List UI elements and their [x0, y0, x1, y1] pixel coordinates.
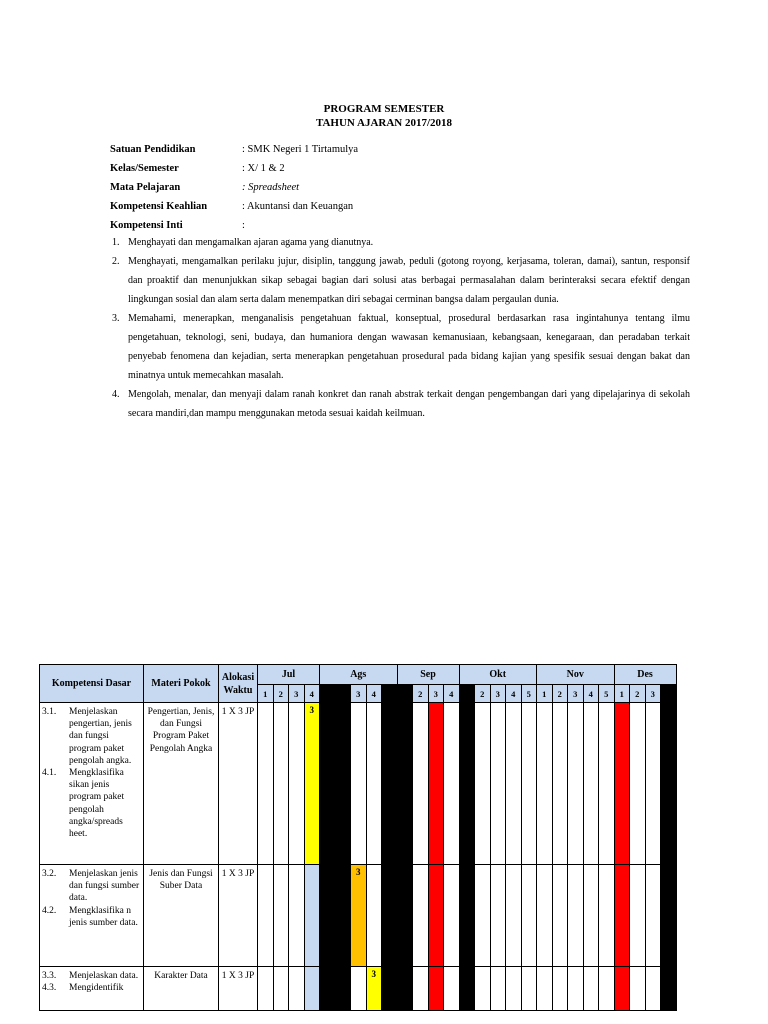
info-value: : SMK Negeri 1 Tirtamulya	[242, 144, 359, 155]
week-cell	[568, 865, 584, 967]
week-cell	[645, 703, 661, 865]
month-header: Nov	[537, 665, 615, 685]
week-header: 1	[459, 685, 475, 703]
kompetensi-inti-item	[110, 233, 690, 252]
item-text: Mengolah, menalar, dan menyaji dalam ranah konkret dan ranah abstrak terkait dengan pengembangan dari yang dipelajarinya di sekolah secara mandiri,dan mampu menggunakan metoda sesuai kaidah keilmuan.	[128, 389, 690, 419]
week-header: 4	[366, 685, 382, 703]
kd-item	[42, 982, 141, 994]
header-materi-pokok: Materi Pokok	[144, 665, 219, 703]
week-header: 2	[475, 685, 491, 703]
table-row	[40, 967, 677, 1011]
info-value: : Akuntansi dan Keuangan	[242, 201, 354, 212]
week-cell	[459, 703, 475, 865]
info-label: Mata Pelajaran	[110, 182, 181, 193]
week-cell	[258, 967, 274, 1011]
week-cell	[490, 865, 506, 967]
week-cell	[645, 967, 661, 1011]
week-cell	[630, 865, 646, 967]
alokasi-waktu-cell: 1 X 3 JP	[219, 703, 258, 865]
week-cell	[630, 703, 646, 865]
week-cell	[459, 967, 475, 1011]
week-header: 3	[568, 685, 584, 703]
week-cell	[258, 865, 274, 967]
week-cell	[599, 865, 615, 967]
week-header: 4	[444, 685, 460, 703]
info-label: Satuan Pendidikan	[110, 144, 196, 155]
week-cell	[614, 967, 630, 1011]
week-header: 2	[335, 685, 351, 703]
month-header: Jul	[258, 665, 320, 685]
item-number: 1.	[112, 237, 120, 248]
kd-item	[42, 767, 141, 840]
scheduled-week-cell: 3	[304, 703, 320, 865]
week-cell	[304, 865, 320, 967]
item-text: Menghayati dan mengamalkan ajaran agama yang dianutnya.	[128, 237, 374, 248]
week-cell	[273, 703, 289, 865]
week-cell	[475, 865, 491, 967]
week-cell	[599, 967, 615, 1011]
week-header: 2	[630, 685, 646, 703]
week-cell	[614, 865, 630, 967]
week-cell	[382, 703, 398, 865]
week-header: 5	[599, 685, 615, 703]
month-header: Sep	[397, 665, 459, 685]
kd-text: Menjelaskan jenis dan fungsi sumber data.	[69, 869, 140, 904]
kd-item	[42, 905, 141, 929]
week-header: 2	[273, 685, 289, 703]
week-cell	[382, 967, 398, 1011]
week-cell	[490, 967, 506, 1011]
kd-text: Mengklasifika sikan jenis program paket pengolah angka/spreads heet.	[69, 768, 125, 840]
week-cell	[366, 703, 382, 865]
week-cell	[413, 703, 429, 865]
kd-number: 4.3.	[42, 983, 57, 994]
kd-text: Mengklasifika n jenis sumber data.	[69, 905, 138, 928]
week-cell	[413, 967, 429, 1011]
week-cell	[428, 703, 444, 865]
week-header: 5	[521, 685, 537, 703]
week-cell	[537, 967, 553, 1011]
week-header: 2	[413, 685, 429, 703]
week-header: 1	[614, 685, 630, 703]
week-cell	[366, 865, 382, 967]
week-cell	[428, 865, 444, 967]
week-header: 3	[428, 685, 444, 703]
week-cell	[521, 865, 537, 967]
table-row	[40, 865, 677, 967]
kompetensi-inti-item	[110, 385, 690, 423]
week-cell	[552, 703, 568, 865]
week-cell	[289, 967, 305, 1011]
week-cell	[630, 967, 646, 1011]
week-header: 1	[537, 685, 553, 703]
week-cell	[413, 865, 429, 967]
kompetensi-dasar-cell	[40, 703, 144, 865]
week-cell	[475, 967, 491, 1011]
week-header: 1	[320, 685, 336, 703]
week-cell	[444, 703, 460, 865]
week-cell	[289, 865, 305, 967]
kd-item	[42, 970, 141, 982]
alokasi-waktu-cell: 1 X 3 JP	[219, 865, 258, 967]
week-cell	[506, 967, 522, 1011]
week-cell	[552, 967, 568, 1011]
kompetensi-dasar-cell	[40, 967, 144, 1011]
materi-pokok-cell: Jenis dan Fungsi Suber Data	[144, 865, 219, 967]
kompetensi-inti-item	[110, 252, 690, 309]
materi-pokok-cell: Karakter Data	[144, 967, 219, 1011]
page-subtitle: TAHUN AJARAN 2017/2018	[315, 117, 453, 129]
week-cell	[599, 703, 615, 865]
week-cell	[351, 967, 367, 1011]
program-semester-table	[39, 664, 677, 1011]
info-label: Kompetensi Keahlian	[110, 201, 208, 212]
week-cell	[661, 865, 677, 967]
week-cell	[521, 967, 537, 1011]
week-cell	[397, 703, 413, 865]
week-header: 4	[661, 685, 677, 703]
item-number: 2.	[112, 256, 120, 267]
item-number: 3.	[112, 313, 120, 324]
week-cell	[258, 703, 274, 865]
week-cell	[583, 703, 599, 865]
week-cell	[273, 967, 289, 1011]
kd-item	[42, 706, 141, 767]
month-header: Des	[614, 665, 676, 685]
week-cell	[506, 703, 522, 865]
materi-pokok-cell: Pengertian, Jenis, dan Fungsi Program Paket Pengolah Angka	[144, 703, 219, 865]
week-header: 4	[506, 685, 522, 703]
week-cell	[320, 865, 336, 967]
week-cell	[661, 967, 677, 1011]
week-cell	[382, 865, 398, 967]
week-header: 2	[552, 685, 568, 703]
week-cell	[289, 703, 305, 865]
week-header: 3	[351, 685, 367, 703]
page-title: PROGRAM SEMESTER	[323, 103, 445, 115]
kompetensi-inti-list	[110, 233, 690, 423]
week-cell	[444, 865, 460, 967]
week-header: 3	[490, 685, 506, 703]
week-header: 3	[289, 685, 305, 703]
info-label: Kelas/Semester	[110, 163, 179, 174]
week-header: 5	[382, 685, 398, 703]
week-cell	[444, 967, 460, 1011]
week-cell	[335, 967, 351, 1011]
table-row	[40, 703, 677, 865]
week-cell	[320, 967, 336, 1011]
week-cell	[397, 865, 413, 967]
week-cell	[428, 967, 444, 1011]
week-cell	[273, 865, 289, 967]
week-cell	[335, 865, 351, 967]
week-header: 4	[583, 685, 599, 703]
week-cell	[568, 967, 584, 1011]
info-value: :	[242, 220, 245, 231]
kd-item	[42, 868, 141, 905]
kd-number: 3.1.	[42, 707, 57, 717]
week-cell	[335, 703, 351, 865]
week-cell	[583, 865, 599, 967]
item-number: 4.	[112, 389, 120, 400]
kompetensi-dasar-cell	[40, 865, 144, 967]
week-header: 1	[258, 685, 274, 703]
info-value: : X/ 1 & 2	[242, 163, 285, 174]
week-cell	[614, 703, 630, 865]
week-cell	[552, 865, 568, 967]
kd-number: 3.3.	[42, 971, 57, 981]
week-cell	[459, 865, 475, 967]
week-cell	[645, 865, 661, 967]
header-alokasi-waktu: Alokasi Waktu	[219, 665, 258, 703]
week-cell	[521, 703, 537, 865]
scheduled-week-cell: 3	[366, 967, 382, 1011]
week-cell	[304, 967, 320, 1011]
kd-number: 3.2.	[42, 869, 57, 879]
week-cell	[537, 865, 553, 967]
week-cell	[661, 703, 677, 865]
item-text: Memahami, menerapkan, menganalisis pengetahuan faktual, konseptual, prosedural berdasarkan rasa ingintahunya tentang ilmu pengetahuan, teknologi, seni, budaya, dan humaniora dengan wawasan kemanusiaan, kebangsaan, kenegaraan, dan peradaban terkait penyebab fenomena dan kejadian, serta menerapkan pengetahuan prosedural pada bidang kajian yang spesifik sesuai dengan bakat dan minatnya untuk memecahkan masalah.	[128, 313, 690, 381]
week-cell	[568, 703, 584, 865]
alokasi-waktu-cell: 1 X 3 JP	[219, 967, 258, 1011]
month-header: Okt	[459, 665, 537, 685]
week-cell	[537, 703, 553, 865]
week-cell	[397, 967, 413, 1011]
kd-number: 4.1.	[42, 768, 57, 779]
kd-number: 4.2.	[42, 905, 57, 916]
info-label: Kompetensi Inti	[110, 220, 183, 231]
kd-text: Mengidentifik	[69, 983, 124, 994]
month-header: Ags	[320, 665, 398, 685]
week-cell	[506, 865, 522, 967]
week-header: 3	[645, 685, 661, 703]
scheduled-week-cell: 3	[351, 865, 367, 967]
week-cell	[320, 703, 336, 865]
week-cell	[351, 703, 367, 865]
info-value: : Spreadsheet	[242, 182, 300, 193]
week-header: 4	[304, 685, 320, 703]
week-cell	[475, 703, 491, 865]
week-cell	[583, 967, 599, 1011]
kd-text: Menjelaskan data.	[69, 971, 139, 981]
header-kompetensi-dasar: Kompetensi Dasar	[40, 665, 144, 703]
item-text: Menghayati, mengamalkan perilaku jujur, disiplin, tanggung jawab, peduli (gotong royong, kerjasama, toleran, damai), santun, responsif dan proaktif dan menunjukkan sikap sebagai bagian dari solusi atas berbagai permasalahan dalam berinteraksi secara efektif dengan lingkungan sosial dan alam serta dalam menempatkan diri sebagai cerminan bangsa dalam pergaulan dunia.	[128, 256, 690, 305]
kd-text: Menjelaskan pengertian, jenis dan fungsi program paket pengolah angka.	[69, 707, 132, 766]
kompetensi-inti-item	[110, 309, 690, 385]
week-header: 1	[397, 685, 413, 703]
week-cell	[490, 703, 506, 865]
